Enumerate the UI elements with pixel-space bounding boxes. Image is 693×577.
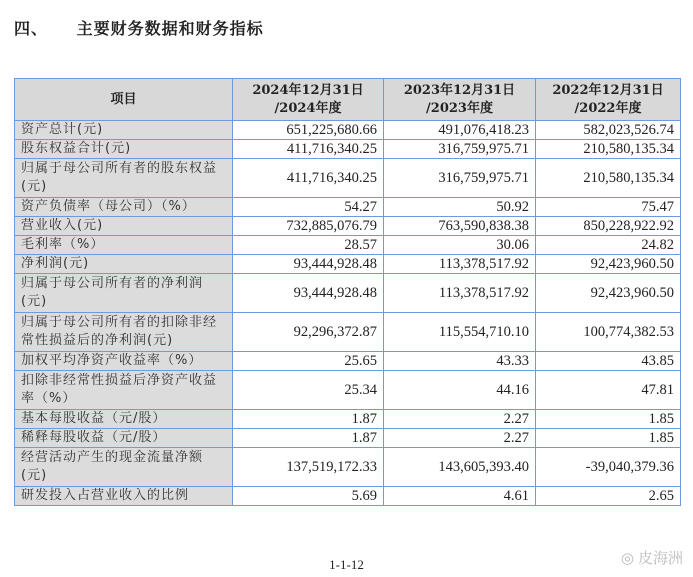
row-value-2022: -39,040,379.36 [536,448,681,487]
row-value-2023: 113,378,517.92 [384,274,536,313]
row-value-2023: 316,759,975.71 [384,159,536,198]
row-value-2024: 1.87 [233,429,384,448]
row-value-2024: 137,519,172.33 [233,448,384,487]
row-value-2023: 30.06 [384,236,536,255]
row-value-2022: 2.65 [536,487,681,506]
row-label: 归属于母公司所有者的净利润(元) [15,274,233,313]
row-value-2024: 25.34 [233,371,384,410]
row-value-2022: 92,423,960.50 [536,255,681,274]
watermark-text: 皮海洲 [637,549,683,567]
row-label: 股东权益合计(元) [15,140,233,159]
row-value-2022: 43.85 [536,352,681,371]
row-value-2023: 113,378,517.92 [384,255,536,274]
row-value-2022: 210,580,135.34 [536,140,681,159]
table-row [15,448,681,487]
weibo-icon: ◎ [620,548,634,567]
table-row [15,198,681,217]
row-value-2023: 491,076,418.23 [384,121,536,140]
row-label: 资产负债率（母公司）（%） [15,198,233,217]
table-row [15,236,681,255]
section-title: 主要财务数据和财务指标 [76,19,264,38]
row-value-2022: 75.47 [536,198,681,217]
row-value-2024: 411,716,340.25 [233,159,384,198]
row-label: 基本每股收益（元/股） [15,410,233,429]
header-2023: 2023年12月31日 /2023年度 [384,79,536,121]
table-row [15,159,681,198]
row-value-2022: 1.85 [536,429,681,448]
table-row [15,429,681,448]
row-label: 归属于母公司所有者的股东权益(元) [15,159,233,198]
row-label: 营业收入(元) [15,217,233,236]
row-value-2023: 2.27 [384,429,536,448]
header-item: 项目 [15,79,233,121]
row-value-2022: 100,774,382.53 [536,313,681,352]
row-value-2022: 92,423,960.50 [536,274,681,313]
row-value-2024: 732,885,076.79 [233,217,384,236]
table-row [15,140,681,159]
row-value-2022: 582,023,526.74 [536,121,681,140]
row-label: 归属于母公司所有者的扣除非经常性损益后的净利润(元) [15,313,233,352]
header-2024: 2024年12月31日 /2024年度 [233,79,384,121]
row-value-2023: 50.92 [384,198,536,217]
row-value-2022: 210,580,135.34 [536,159,681,198]
row-value-2022: 47.81 [536,371,681,410]
row-value-2024: 651,225,680.66 [233,121,384,140]
table-row [15,410,681,429]
row-value-2022: 24.82 [536,236,681,255]
row-value-2024: 28.57 [233,236,384,255]
row-value-2023: 763,590,838.38 [384,217,536,236]
table-row [15,217,681,236]
row-value-2023: 143,605,393.40 [384,448,536,487]
table-row [15,371,681,410]
table-row [15,352,681,371]
section-heading [14,16,264,39]
row-value-2024: 93,444,928.48 [233,274,384,313]
row-value-2024: 1.87 [233,410,384,429]
row-value-2022: 1.85 [536,410,681,429]
row-value-2023: 43.33 [384,352,536,371]
row-label: 研发投入占营业收入的比例 [15,487,233,506]
row-value-2023: 2.27 [384,410,536,429]
row-value-2024: 54.27 [233,198,384,217]
section-number: 四、 [14,19,49,38]
row-label: 扣除非经常性损益后净资产收益率（%） [15,371,233,410]
row-label: 毛利率（%） [15,236,233,255]
table-row [15,274,681,313]
table-header-row [15,79,681,121]
table-row [15,121,681,140]
row-value-2023: 44.16 [384,371,536,410]
page-number: 1-1-12 [329,557,364,572]
row-label: 加权平均净资产收益率（%） [15,352,233,371]
table-row [15,313,681,352]
row-value-2023: 115,554,710.10 [384,313,536,352]
row-value-2023: 4.61 [384,487,536,506]
watermark [621,547,683,568]
financial-data-table [14,78,681,506]
row-value-2024: 411,716,340.25 [233,140,384,159]
row-value-2024: 92,296,372.87 [233,313,384,352]
row-value-2023: 316,759,975.71 [384,140,536,159]
header-2022: 2022年12月31日 /2022年度 [536,79,681,121]
row-label: 净利润(元) [15,255,233,274]
row-value-2024: 5.69 [233,487,384,506]
row-label: 稀释每股收益（元/股） [15,429,233,448]
row-value-2022: 850,228,922.92 [536,217,681,236]
row-label: 资产总计(元) [15,121,233,140]
table-row [15,487,681,506]
table-row [15,255,681,274]
row-value-2024: 93,444,928.48 [233,255,384,274]
row-label: 经营活动产生的现金流量净额(元) [15,448,233,487]
row-value-2024: 25.65 [233,352,384,371]
